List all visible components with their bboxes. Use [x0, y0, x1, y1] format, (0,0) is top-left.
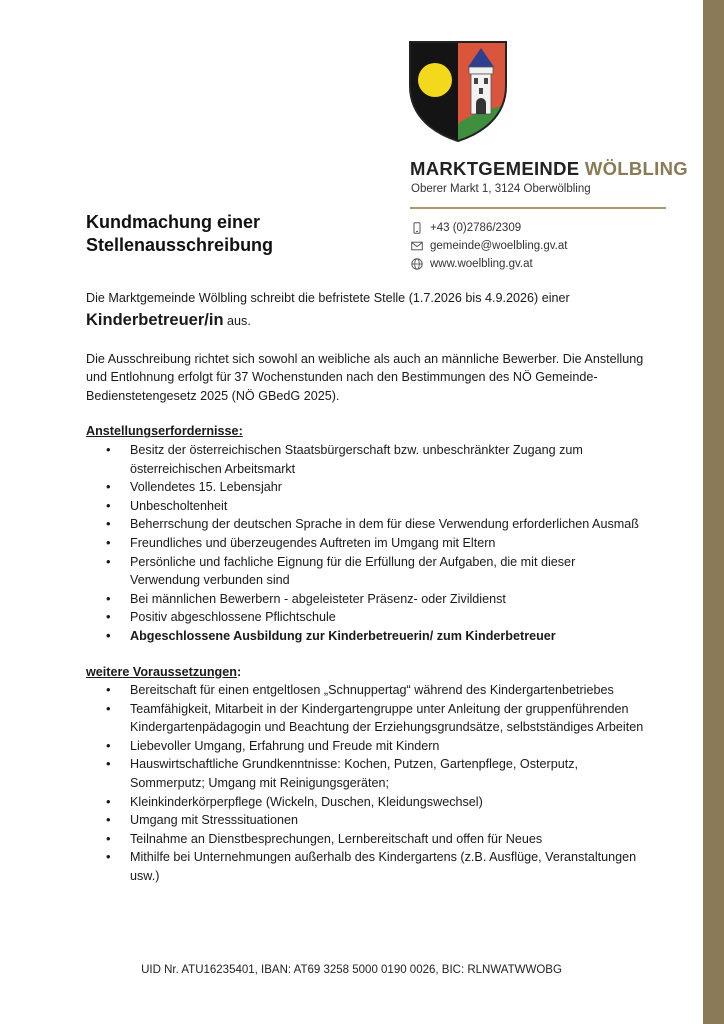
list-item: • Freundliches und überzeugendes Auftreten im Umgang mit Eltern	[86, 534, 646, 553]
website-link[interactable]: www.woelbling.gv.at	[430, 258, 533, 270]
intro-text: Die Marktgemeinde Wölbling schreibt die befristete Stelle (1.7.2026 bis 4.9.2026) einer	[86, 291, 570, 305]
coat-of-arms-icon	[408, 40, 508, 142]
list-item: • Liebevoller Umgang, Erfahrung und Freude mit Kindern	[86, 737, 646, 756]
further-heading: weitere Voraussetzungen	[86, 664, 237, 679]
title-line-2: Stellenausschreibung	[86, 235, 274, 255]
further-list	[86, 681, 646, 886]
job-suffix: aus.	[223, 313, 251, 328]
further-heading-colon: :	[236, 664, 242, 679]
email-address[interactable]: gemeinde@woelbling.gv.at	[430, 240, 568, 252]
page-title	[86, 211, 273, 257]
list-item: • Abgeschlossene Ausbildung zur Kinderbetreuerin/ zum Kinderbetreuer	[86, 627, 646, 646]
phone-number: +43 (0)2786/2309	[430, 222, 522, 234]
globe-icon	[411, 258, 423, 270]
list-item: • Positiv abgeschlossene Pflichtschule	[86, 608, 646, 627]
contact-website	[411, 255, 567, 273]
address: Oberer Markt 1, 3124 Oberwölbling	[411, 183, 591, 195]
conditions-paragraph: Die Ausschreibung richtet sich sowohl an weibliche als auch an männliche Bewerber. Die Anstellung und Entlohnung erfolgt für 37 Wochenstunden nach den Bestimmungen des NÖ Gemeinde-Bedienstetengesetz 2025 (NÖ GBedG 2025).	[86, 351, 644, 403]
list-item: • Bei männlichen Bewerbern - abgeleisteter Präsenz- oder Zivildienst	[86, 590, 646, 609]
job-line	[86, 308, 646, 333]
requirements-list	[86, 441, 646, 646]
list-item: • Teilnahme an Dienstbesprechungen, Lernbereitschaft und offen für Neues	[86, 830, 646, 849]
list-item: • Persönliche und fachliche Eignung für die Erfüllung der Aufgaben, die mit dieser Verwendung verbunden sind	[86, 553, 646, 590]
main-content	[86, 289, 646, 886]
list-item: • Vollendetes 15. Lebensjahr	[86, 478, 646, 497]
title-line-1: Kundmachung einer	[86, 212, 261, 232]
phone-icon	[411, 222, 423, 234]
list-item: • Teamfähigkeit, Mitarbeit in der Kindergartengruppe unter Anleitung der gruppenführenden Kindergartenpädagogin und Beachtung der Erziehungsgrundsätze, selbstständiges Arbeiten	[86, 700, 646, 737]
footer-bank-info: UID Nr. ATU16235401, IBAN: AT69 3258 5000 0190 0026, BIC: RLNWATWWOBG	[141, 964, 562, 976]
job-title: Kinderbetreuer/in	[86, 310, 224, 329]
decorative-side-bar	[703, 0, 724, 1024]
list-item: • Kleinkinderkörperpflege (Wickeln, Duschen, Kleidungswechsel)	[86, 793, 646, 812]
further-heading-line	[86, 663, 646, 682]
list-item: • Hauswirtschaftliche Grundkenntnisse: Kochen, Putzen, Gartenpflege, Osterputz, Sommerputz; Umgang mit Reinigungsgeräten;	[86, 755, 646, 792]
contact-block	[411, 219, 567, 273]
list-item: • Bereitschaft für einen entgeltlosen „Schnuppertag“ während des Kindergartenbetriebes	[86, 681, 646, 700]
contact-phone	[411, 219, 567, 237]
list-item: • Mithilfe bei Unternehmungen außerhalb des Kindergartens (z.B. Ausflüge, Veranstaltungen usw.)	[86, 848, 646, 885]
list-item: • Umgang mit Stresssituationen	[86, 811, 646, 830]
list-item: • Beherrschung der deutschen Sprache in dem für diese Verwendung erforderlichen Ausmaß	[86, 515, 646, 534]
list-item: • Unbescholtenheit	[86, 497, 646, 516]
brand-name: MARKTGEMEINDE WÖLBLING	[410, 158, 688, 179]
contact-email	[411, 237, 567, 255]
mail-icon	[411, 240, 423, 252]
header-divider	[410, 207, 666, 209]
requirements-heading: Anstellungserfordernisse:	[86, 424, 243, 439]
list-item: • Besitz der österreichischen Staatsbürgerschaft bzw. unbeschränkter Zugang zum österreichischen Arbeitsmarkt	[86, 441, 646, 478]
